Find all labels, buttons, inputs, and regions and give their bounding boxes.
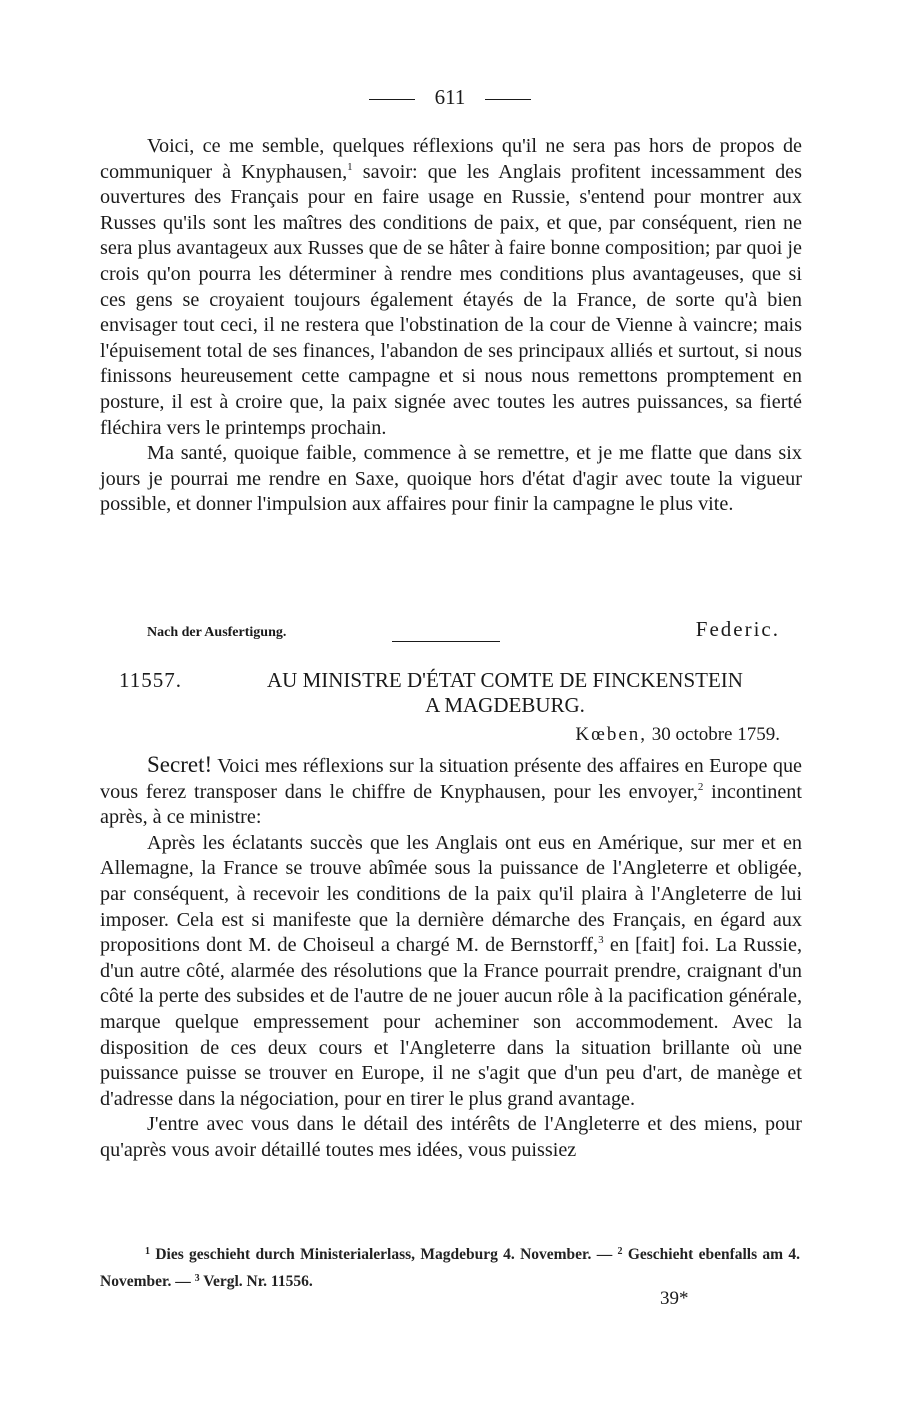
page-number: 611 (434, 85, 466, 109)
header-rule-right (485, 99, 531, 100)
sheet-signature-mark: 39* (660, 1288, 689, 1309)
paragraph: Ma santé, quoique faible, commence à se remettre, et je me flatte que dans six jours je pourrai me rendre en Saxe, quoique hors d'état d'agir avec toute la vigueur possible, et donner l'impulsion aux affaires pour finir la campagne le plus vite. (100, 442, 802, 516)
footnote-ref: 3 (598, 934, 604, 947)
paragraph-text: en [fait] foi. La Russie, d'un autre côté, alarmée des résolutions que la France pourrait prendre, craignant d'un côté la perte des subsides et de l'autre de ne jouer aucun rôle à la pacification générale, marque quelque empressement pour acheminer son accommodement. Avec la disposition de ces deux cours et l'Angleterre dans la situation brillante où une puissance puisse se trouver en Europe, il ne s'agit que d'un peu d'art, de manège et d'adresse dans la négociation, pour en tirer le plus grand avantage. (100, 934, 802, 1110)
footnote-ref: 2 (697, 780, 704, 793)
footnote-label: 3 (194, 1273, 200, 1284)
header-rule-left (369, 99, 415, 100)
paragraph-text: Après les éclatants succès que les Anglais ont eus en Amérique, sur mer et en Allemagne, la France se trouve abîmée sous la puissance de l'Angleterre et obligée, par conséquent, à recevoir les conditions de la paix qu'il plaira à l'Angleterre de lui imposer. Cela est si manifeste que la dernière démarche des Français, en égard aux propositions dont M. de Choiseul a chargé M. de Bernstorff, (100, 831, 802, 957)
paragraph (100, 134, 802, 441)
document-title-line-1: AU MINISTRE D'ÉTAT COMTE DE FINCKENSTEIN (267, 668, 743, 692)
footnote-text (100, 1240, 800, 1294)
paragraph-text: savoir: que les Anglais profitent incessamment des ouvertures des Français pour en faire usage en Russie, s'entend pour montrer aux Russes qu'ils sont les maîtres des conditions de paix, et que, par conséquent, rien ne sera plus avantageux aux Russes que de se hâter à faire bonne composition; par quoi je crois qu'on pourra les déterminer à rendre mes conditions plus avantageuses, que si ces gens se croyaient toujours également étayés de la France, de sorte qu'à bien envisager tout ceci, il ne restera que l'obstination de la cour de Vienne à vaincre; mais l'épuisement total de ses finances, l'abandon de ses principaux alliés et surtout, si nous finissons heureusement cette campagne et si nous nous remettons promptement en posture, il est à croire que, la paix signée avec toutes les autres puissances, sa fierté fléchira vers le printemps prochain. (100, 160, 802, 439)
footnotes (100, 1240, 800, 1294)
page-header (0, 84, 900, 110)
footnote-1: Dies geschieht durch Ministerialerlass, Magdeburg 4. November. — (155, 1246, 613, 1263)
document-number: 11557. (119, 668, 182, 692)
paragraph-text: Voici mes réflexions sur la situation présente des affaires en Europe que vous ferez transposer dans le chiffre de Knyphausen, pour les envoyer, (100, 755, 803, 803)
signature-row (147, 617, 780, 643)
signature: Federic. (695, 617, 780, 641)
letter-body (100, 752, 802, 1164)
paragraph (100, 752, 802, 831)
paragraph-text: Voici, ce me semble, quelques réflexions qu'il ne sera pas hors de propos de communiquer à Knyphausen, (100, 135, 802, 183)
dateline-place: Kœben, (575, 724, 648, 745)
opening-word: Secret! (147, 752, 213, 777)
letter-continuation (100, 134, 802, 518)
separator-rule (392, 641, 500, 642)
paragraph: J'entre avec vous dans le détail des intérêts de l'Angleterre et des miens, pour qu'après vous avoir détaillé toutes mes idées, vous puissiez (100, 1113, 802, 1161)
paragraph-text: incontinent après, à ce ministre: (100, 780, 802, 829)
document-title-line-2: A MAGDEBURG. (425, 693, 585, 717)
footnote-label: 2 (617, 1246, 623, 1257)
source-note: Nach der Ausfertigung. (147, 625, 287, 640)
footnote-2: Geschieht ebenfalls am 4. November. — (100, 1246, 801, 1290)
paragraph (100, 831, 802, 1113)
dateline (575, 724, 780, 746)
dateline-date: 30 octobre 1759. (651, 724, 780, 745)
footnote-3: Vergl. Nr. 11556. (203, 1273, 313, 1290)
footnote-ref: 1 (347, 160, 353, 173)
footnote-label: 1 (145, 1246, 150, 1257)
